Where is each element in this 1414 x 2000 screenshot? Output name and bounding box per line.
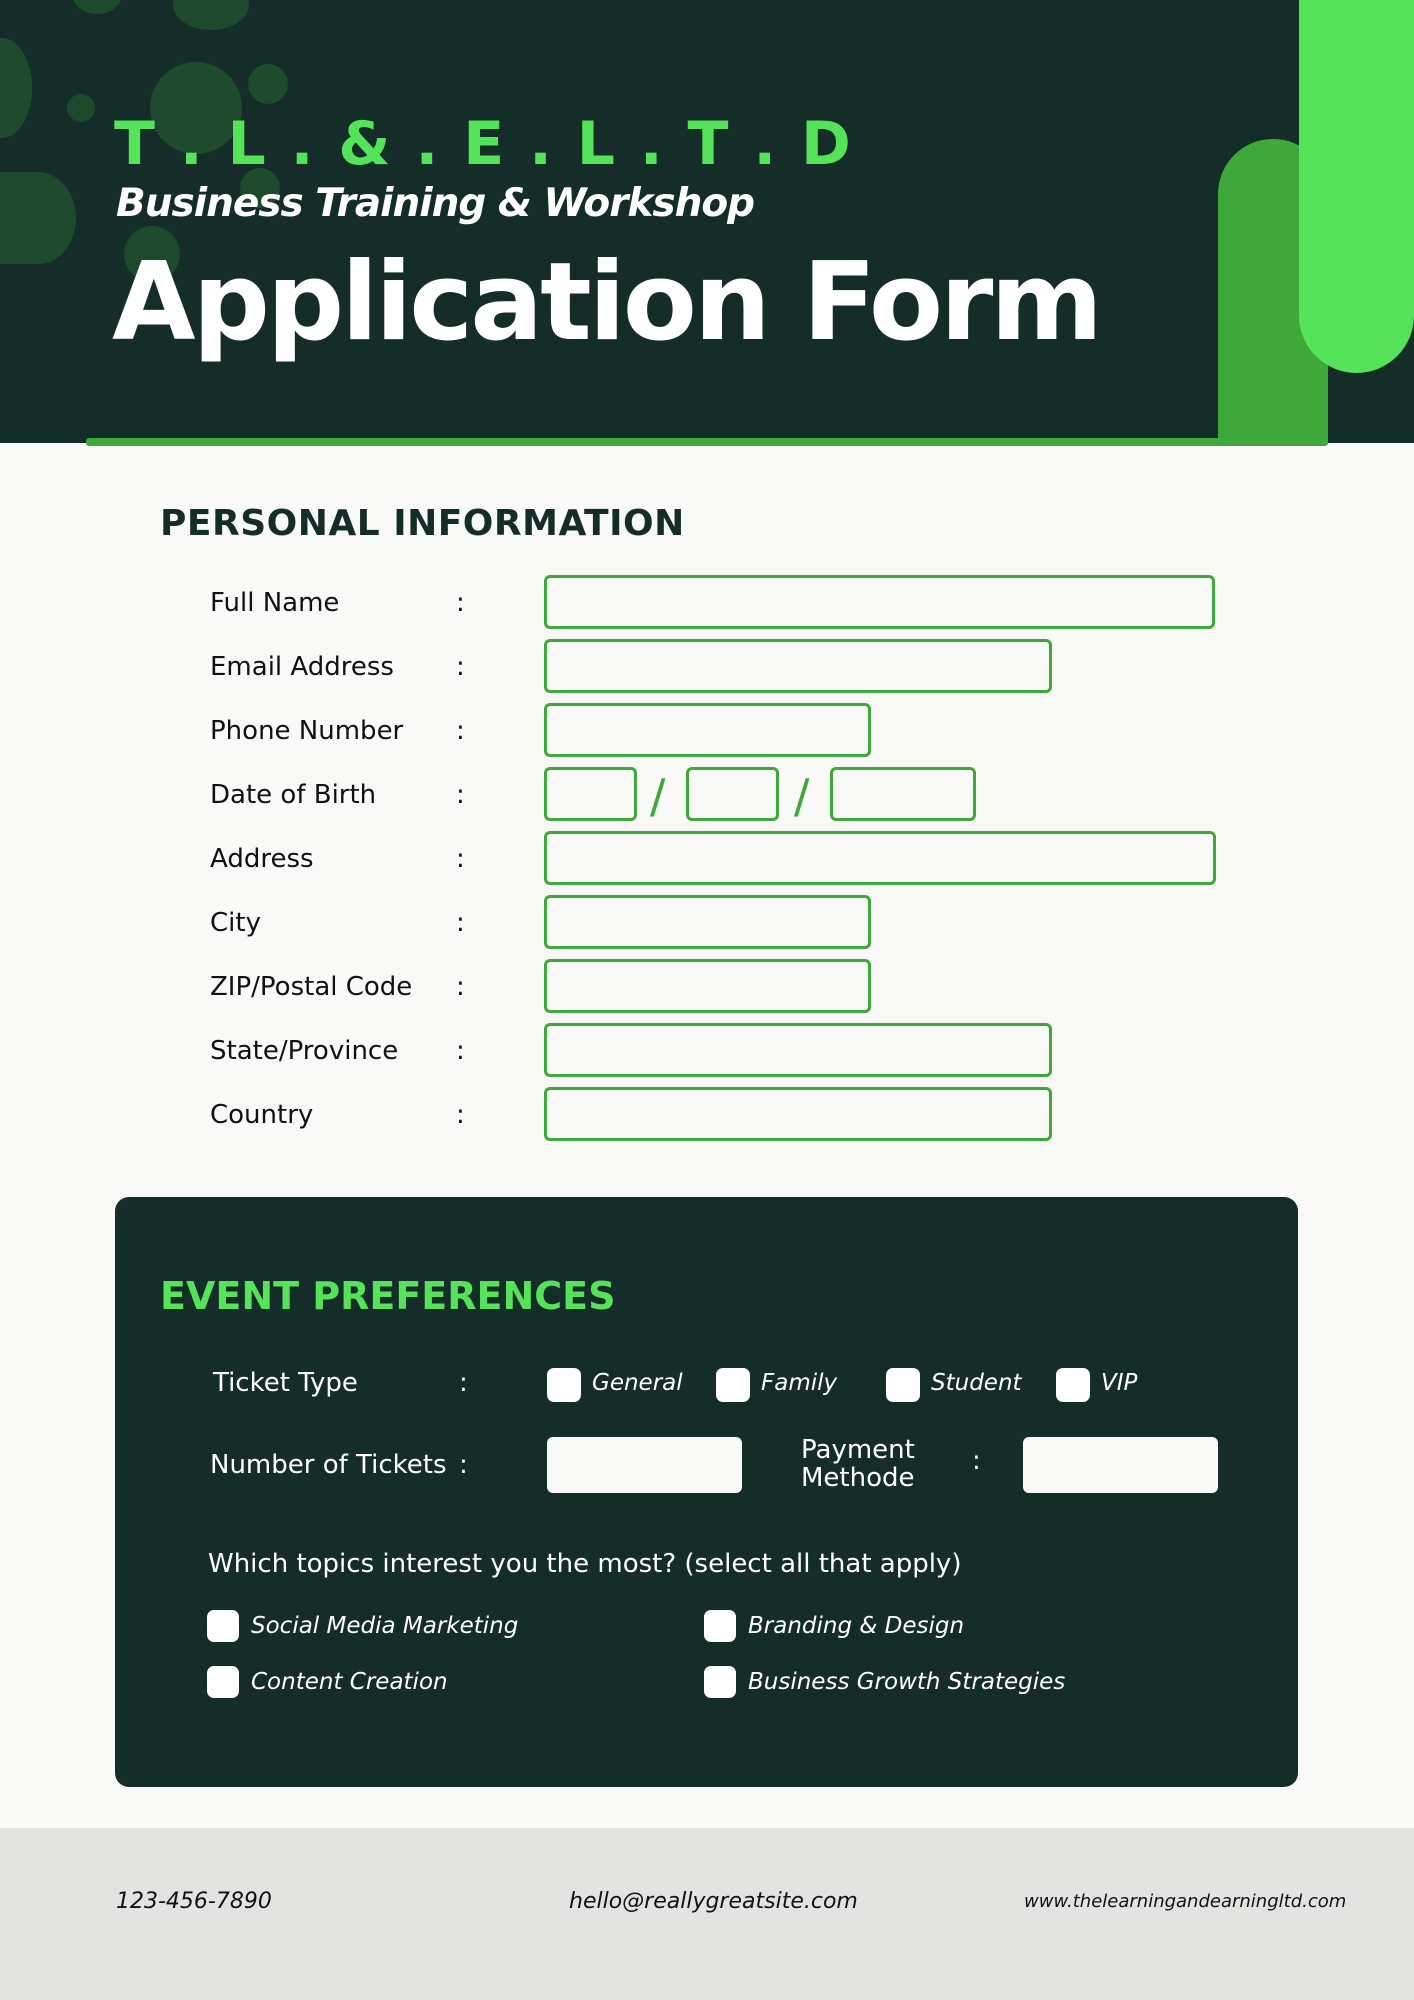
colon: : (459, 1450, 468, 1480)
address-label: Address (210, 844, 314, 874)
colon: : (456, 780, 465, 810)
decorative-bubble (67, 94, 95, 122)
country-label: Country (210, 1100, 314, 1130)
header-banner (0, 0, 1414, 443)
page-title: Application Form (112, 240, 1100, 365)
colon: : (456, 1100, 465, 1130)
payment-label-line2: Methode (801, 1463, 915, 1493)
colon: : (456, 588, 465, 618)
date-slash: / (650, 769, 666, 823)
form-row-address (0, 831, 1414, 887)
full-name-input[interactable] (544, 575, 1215, 629)
topic-growth-checkbox[interactable] (704, 1666, 736, 1698)
ticket-family-label: Family (761, 1370, 838, 1396)
colon: : (456, 1036, 465, 1066)
topic-social-media-checkbox[interactable] (207, 1610, 239, 1642)
colon: : (456, 844, 465, 874)
colon: : (459, 1368, 468, 1398)
footer-website[interactable]: www.thelearningandearningltd.com (1024, 1891, 1347, 1912)
decorative-bubble (173, 0, 249, 30)
footer-phone[interactable]: 123-456-7890 (116, 1889, 272, 1914)
full-name-label: Full Name (210, 588, 340, 618)
form-row-full-name (0, 575, 1414, 631)
num-tickets-label: Number of Tickets (210, 1450, 447, 1480)
topic-branding-label: Branding & Design (748, 1613, 965, 1639)
payment-method-input[interactable] (1023, 1437, 1218, 1493)
email-label: Email Address (210, 652, 394, 682)
address-input[interactable] (544, 831, 1216, 885)
brand-name: T . L . & . E . L . T . D (114, 109, 853, 179)
topic-content-creation-checkbox[interactable] (207, 1666, 239, 1698)
phone-input[interactable] (544, 703, 871, 757)
dob-year-input[interactable] (830, 767, 976, 821)
colon: : (456, 908, 465, 938)
colon: : (456, 716, 465, 746)
zip-input[interactable] (544, 959, 871, 1013)
num-tickets-input[interactable] (547, 1437, 742, 1493)
ticket-type-label: Ticket Type (213, 1368, 358, 1398)
payment-label-line1: Payment (801, 1435, 915, 1465)
form-row-dob (0, 767, 1414, 823)
topic-growth-label: Business Growth Strategies (748, 1669, 1066, 1695)
topic-branding-checkbox[interactable] (704, 1610, 736, 1642)
zip-label: ZIP/Postal Code (210, 972, 413, 1002)
dob-day-input[interactable] (544, 767, 637, 821)
state-label: State/Province (210, 1036, 399, 1066)
dob-month-input[interactable] (686, 767, 779, 821)
ticket-vip-label: VIP (1101, 1370, 1138, 1396)
decorative-bubble (0, 38, 32, 138)
form-row-phone (0, 703, 1414, 759)
form-row-country (0, 1087, 1414, 1143)
form-row-city (0, 895, 1414, 951)
header-divider (86, 438, 1328, 446)
state-input[interactable] (544, 1023, 1052, 1077)
event-preferences-heading: EVENT PREFERENCES (160, 1274, 616, 1318)
ticket-student-checkbox[interactable] (886, 1368, 920, 1402)
ticket-general-label: General (592, 1370, 683, 1396)
decorative-pill-bright (1299, 0, 1414, 373)
form-row-zip (0, 959, 1414, 1015)
date-slash: / (794, 769, 810, 823)
colon: : (972, 1446, 981, 1476)
payment-method-label (801, 1436, 915, 1492)
city-label: City (210, 908, 261, 938)
decorative-bubble (0, 172, 76, 264)
ticket-vip-checkbox[interactable] (1056, 1368, 1090, 1402)
decorative-bubble (72, 0, 122, 14)
colon: : (456, 652, 465, 682)
decorative-bubble (248, 64, 288, 104)
colon: : (456, 972, 465, 1002)
footer-email[interactable]: hello@reallygreatsite.com (569, 1889, 858, 1914)
ticket-general-checkbox[interactable] (547, 1368, 581, 1402)
ticket-student-label: Student (931, 1370, 1022, 1396)
form-row-state (0, 1023, 1414, 1079)
ticket-family-checkbox[interactable] (716, 1368, 750, 1402)
subtitle: Business Training & Workshop (116, 181, 755, 226)
email-input[interactable] (544, 639, 1052, 693)
dob-label: Date of Birth (210, 780, 377, 810)
personal-info-heading: PERSONAL INFORMATION (160, 503, 685, 544)
topic-content-creation-label: Content Creation (251, 1669, 448, 1695)
topic-social-media-label: Social Media Marketing (251, 1613, 519, 1639)
country-input[interactable] (544, 1087, 1052, 1141)
form-row-email (0, 639, 1414, 695)
city-input[interactable] (544, 895, 871, 949)
topics-question: Which topics interest you the most? (select all that apply) (208, 1549, 962, 1579)
phone-label: Phone Number (210, 716, 404, 746)
